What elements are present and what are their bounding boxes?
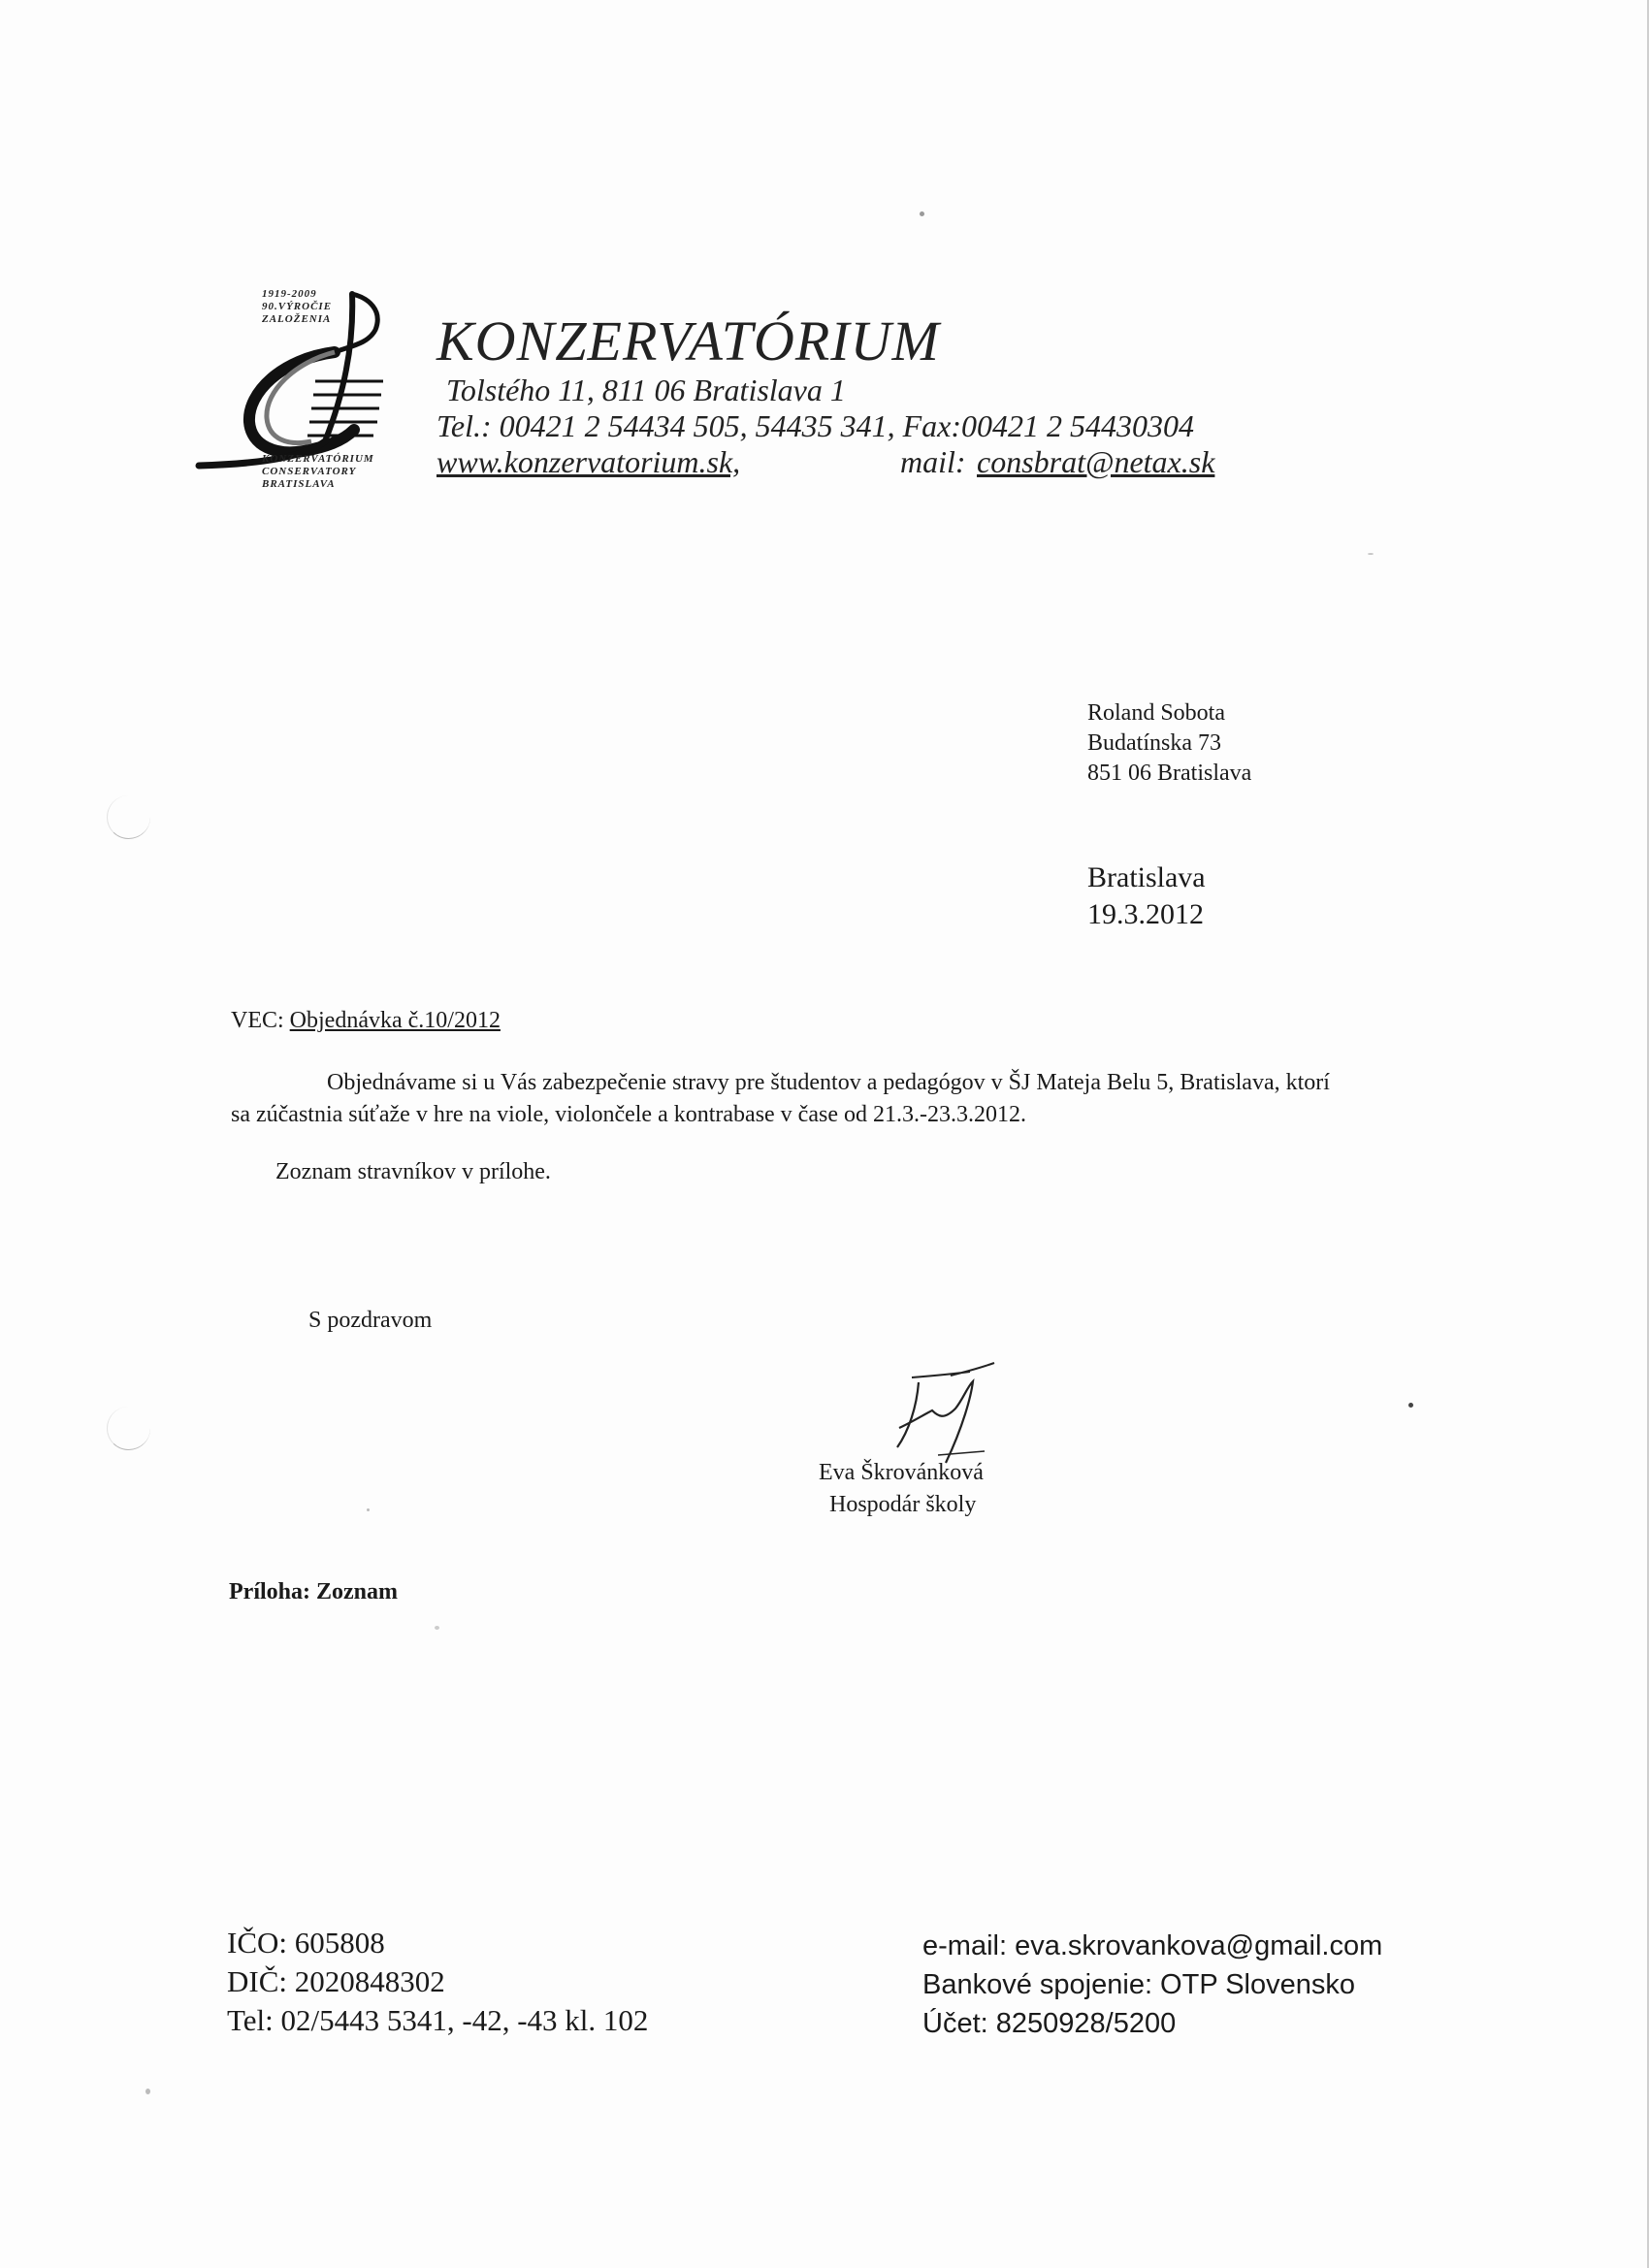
conservatory-logo <box>189 276 407 509</box>
punch-hole-lower <box>107 1407 150 1450</box>
logo-anniversary-line1: 90.VÝROČIE <box>262 301 333 312</box>
footer-tel: Tel: 02/5443 5341, -42, -43 kl. 102 <box>227 2003 649 2037</box>
letterhead-address: Tolstého 11, 811 06 Bratislava 1 <box>446 373 846 407</box>
logo-anniversary-line2: ZALOŽENIA <box>262 313 332 325</box>
scan-speck <box>920 211 924 216</box>
scan-speck <box>146 2089 150 2094</box>
scan-speck <box>1368 553 1374 555</box>
subject-value: Objednávka č.10/2012 <box>289 1008 501 1033</box>
footer-right <box>922 1927 1382 2043</box>
logo-city: BRATISLAVA <box>262 478 336 490</box>
recipient-city: 851 06 Bratislava <box>1087 761 1252 786</box>
signatory-role: Hospodár školy <box>829 1492 977 1517</box>
footer-ico: IČO: 605808 <box>227 1926 385 1960</box>
signatory-name: Eva Škrovánková <box>819 1460 984 1485</box>
logo-name-en: CONSERVATORY <box>262 466 357 477</box>
date: 19.3.2012 <box>1087 898 1204 930</box>
greeting: S pozdravom <box>308 1308 433 1333</box>
scan-speck <box>1408 1403 1413 1408</box>
punch-hole-upper <box>107 795 150 839</box>
body-paragraph2: Zoznam stravníkov v prílohe. <box>275 1159 551 1184</box>
recipient-address <box>1087 697 1251 790</box>
scan-speck <box>367 1508 370 1511</box>
recipient-name: Roland Sobota <box>1087 700 1225 726</box>
place: Bratislava <box>1087 861 1206 893</box>
letterhead-website[interactable]: www.konzervatorium.sk, <box>436 444 741 479</box>
letterhead-mail[interactable]: consbrat@netax.sk <box>977 444 1215 479</box>
scan-speck <box>435 1626 439 1630</box>
body-paragraph1-line1: Objednávame si u Vás zabezpečenie stravy pre študentov a pedagógov v ŠJ Mateja Belu 5, Bratislava, ktorí <box>327 1070 1330 1095</box>
footer-email: e-mail: eva.skrovankova@gmail.com <box>922 1930 1383 1961</box>
letterhead-phones: Tel.: 00421 2 54434 505, 54435 341, Fax:00421 2 54430304 <box>436 408 1195 443</box>
footer-account: Účet: 8250928/5200 <box>922 2008 1177 2039</box>
letterhead-title: KONZERVATÓRIUM <box>436 309 940 373</box>
letterhead-mail-label: mail: <box>900 444 966 479</box>
recipient-street: Budatínska 73 <box>1087 730 1221 756</box>
logo-name-sk: KONZERVATÓRIUM <box>262 453 374 465</box>
logo-years: 1919-2009 <box>262 288 317 300</box>
subject-line <box>231 1005 501 1037</box>
subject-label: VEC: <box>231 1008 284 1033</box>
footer-dic: DIČ: 2020848302 <box>227 1964 445 1998</box>
footer-bank: Bankové spojenie: OTP Slovensko <box>922 1969 1356 2000</box>
footer-left <box>227 1924 648 2040</box>
attachment-note: Príloha: Zoznam <box>229 1579 398 1604</box>
body-paragraph1-line2: sa zúčastnia súťaže v hre na viole, violončele a kontrabase v čase od 21.3.-23.3.2012. <box>231 1102 1026 1127</box>
